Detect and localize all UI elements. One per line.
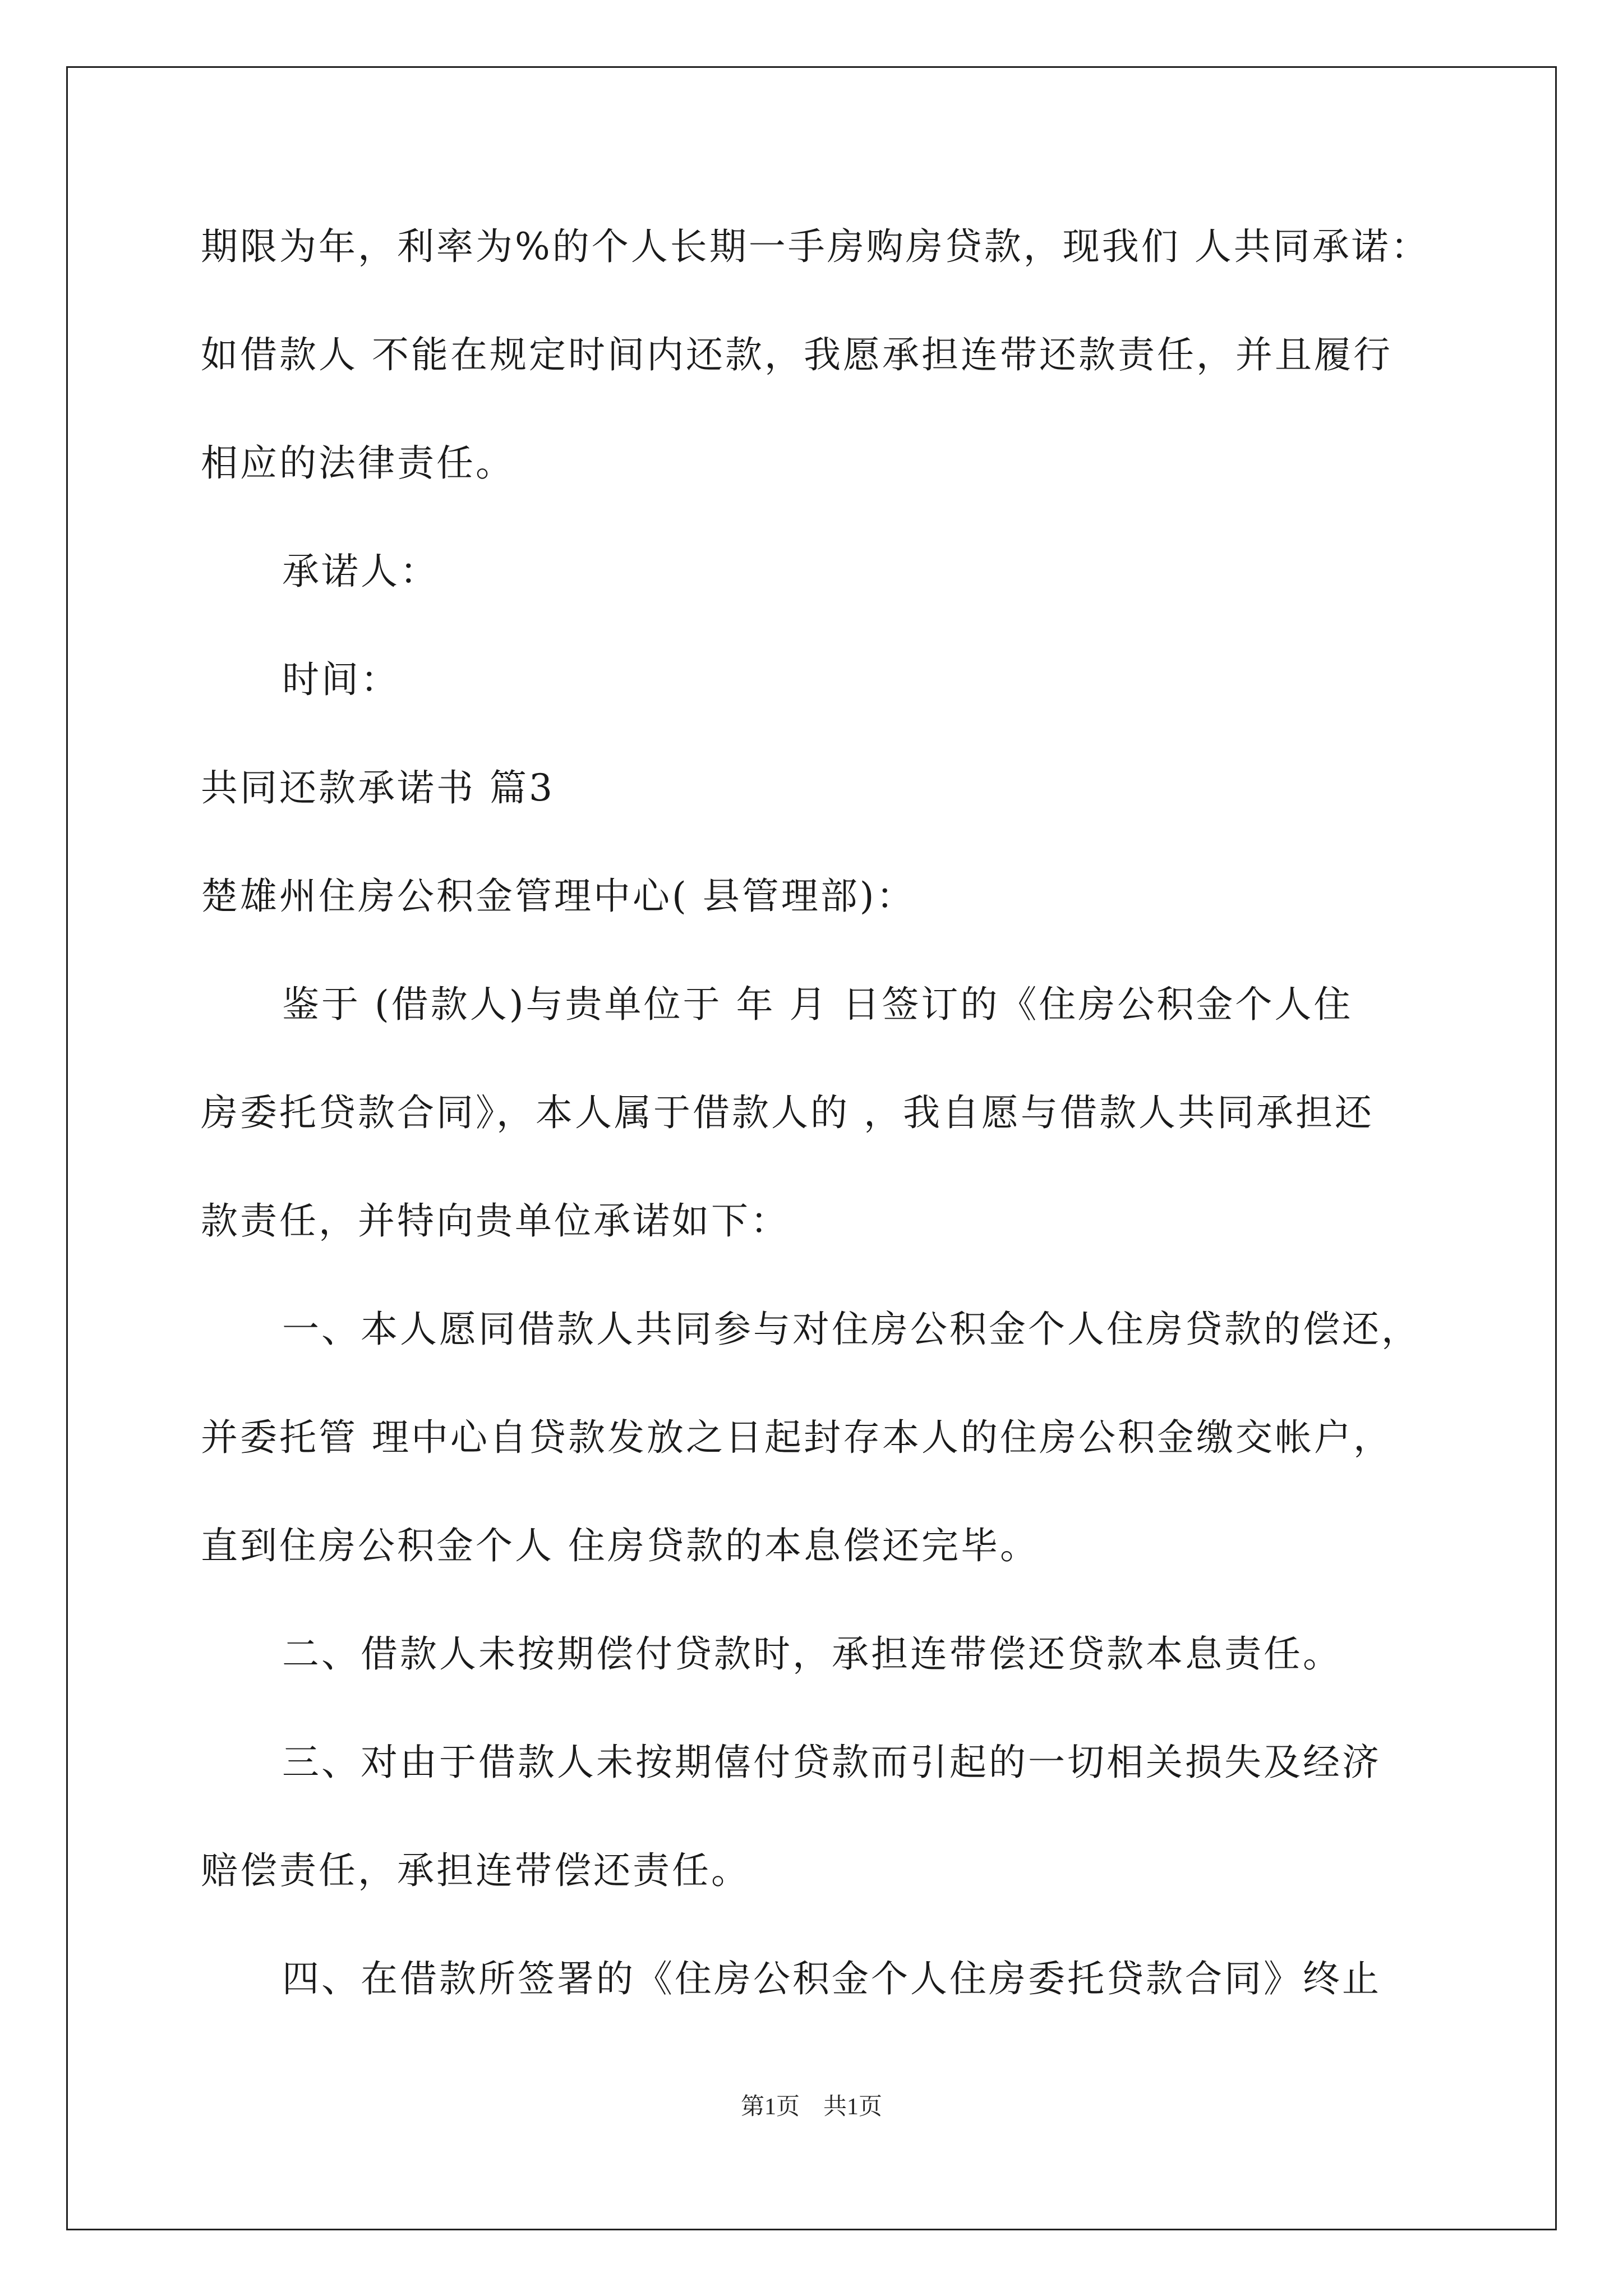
addressee: 楚雄州住房公积金管理中心( 县管理部)：: [201, 875, 916, 918]
text-line: 并委托管 理中心自贷款发放之日起封存本人的住房公积金缴交帐户，: [201, 1416, 1393, 1459]
clause-2: 二、借款人未按期偿付贷款时，承担连带偿还贷款本息责任。: [282, 1632, 1342, 1676]
date-label: 时间：: [282, 658, 400, 701]
text-line: 款责任，并特向贵单位承诺如下：: [201, 1199, 790, 1243]
text-line: 赔偿责任，承担连带偿还责任。: [201, 1849, 750, 1892]
clause-3: 三、对由于借款人未按期僖付贷款而引起的一切相关损失及经济: [282, 1741, 1381, 1784]
clause-4: 四、在借款所签署的《住房公积金个人住房委托贷款合同》终止: [282, 1957, 1381, 2000]
page-number: 第1页 共1页: [740, 2094, 882, 2120]
section-heading: 共同还款承诺书 篇3: [201, 766, 555, 809]
signatory-label: 承诺人：: [282, 550, 439, 593]
text-line: 鉴于 (借款人)与贵单位于 年 月 日签订的《住房公积金个人住: [282, 983, 1353, 1026]
page-border: [66, 66, 1557, 2230]
text-line: 如借款人 不能在规定时间内还款，我愿承担连带还款责任，并且履行: [201, 333, 1393, 376]
text-line: 期限为年，利率为%的个人长期一手房购房贷款，现我们 人共同承诺：: [201, 225, 1430, 268]
text-line: 直到住房公积金个人 住房贷款的本息偿还完毕。: [201, 1524, 1039, 1567]
text-line: 相应的法律责任。: [201, 441, 515, 485]
text-line: 房委托贷款合同》，本人属于借款人的 ，我自愿与借款人共同承担还: [201, 1091, 1374, 1134]
clause-1: 一、本人愿同借款人共同参与对住房公积金个人住房贷款的偿还，: [282, 1308, 1421, 1351]
